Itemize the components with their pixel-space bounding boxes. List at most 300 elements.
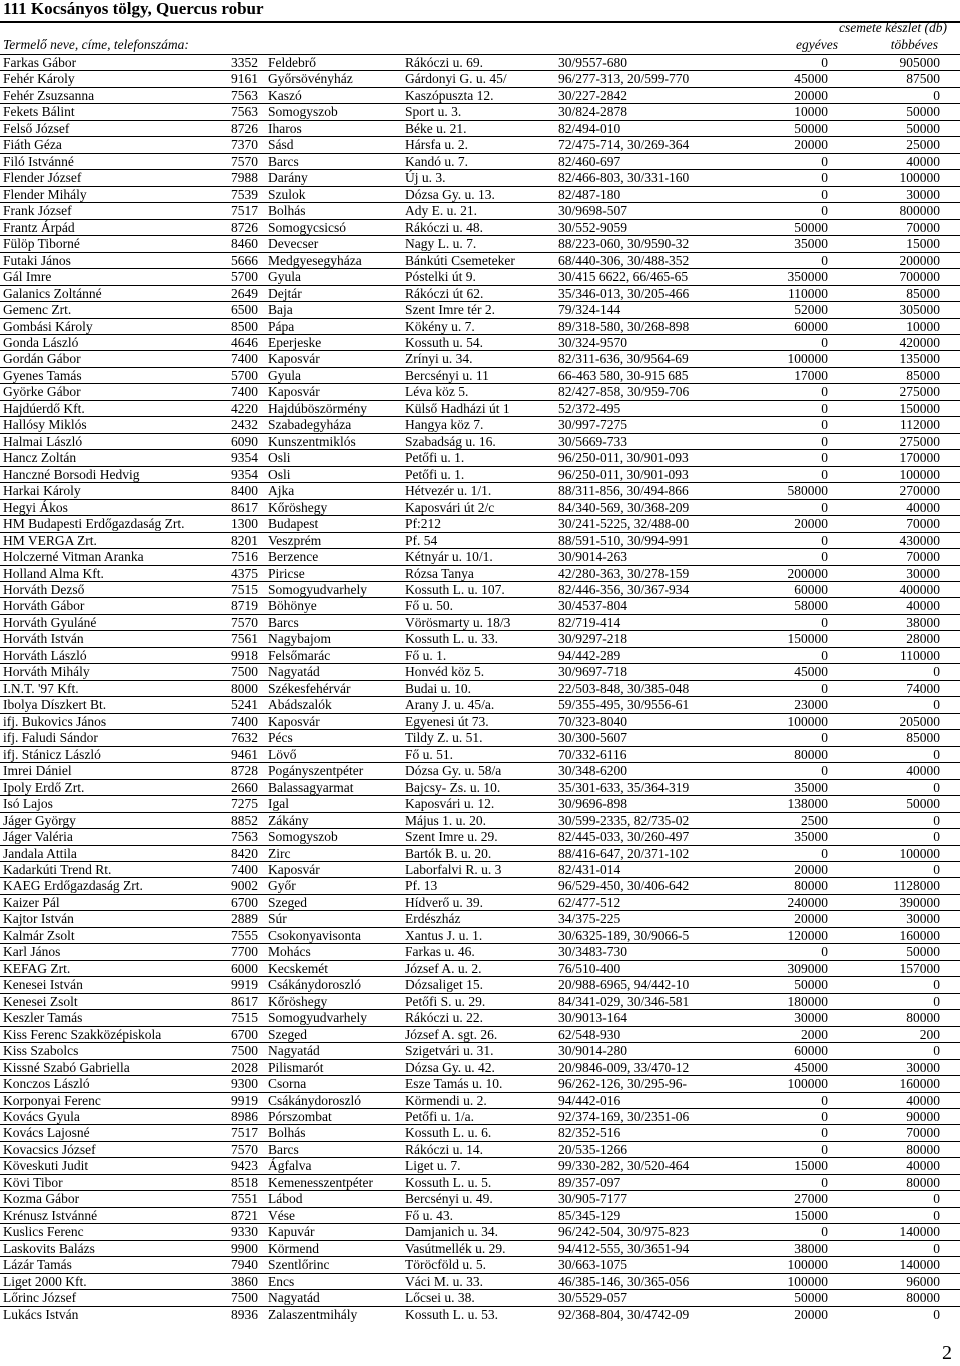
producer-name: Isó Lajos [3,796,53,812]
phone-number: 30/348-6200 [558,763,627,779]
street-address: Kandó u. 7. [405,153,468,169]
postal-code: 9002 [231,878,258,894]
postal-code: 5700 [231,367,258,383]
table-row [0,1010,960,1026]
phone-number: 94/412-555, 30/3651-94 [558,1240,690,1256]
postal-code: 7988 [231,170,258,186]
city: Darány [268,170,308,186]
city: Osli [268,466,291,482]
table-row [0,549,960,565]
multi-year-stock: 305000 [899,302,940,318]
one-year-stock: 60000 [794,1043,828,1059]
multi-year-stock: 80000 [906,1010,940,1026]
city: Veszprém [268,532,322,548]
city: Abádszalók [268,697,332,713]
producer-name: KAEG Erdőgazdaság Zrt. [3,878,143,894]
header-stock: csemete készlet (db) [839,20,947,35]
phone-number: 34/375-225 [558,911,621,927]
street-address: Bartók B. u. 20. [405,845,492,861]
city: Körmend [268,1240,319,1256]
one-year-stock: 100000 [787,1273,828,1289]
multi-year-stock: 0 [933,993,940,1009]
postal-code: 8518 [231,1174,258,1190]
city: Budapest [268,516,319,532]
postal-code: 1300 [231,516,258,532]
table-row [0,944,960,960]
postal-code: 8420 [231,845,258,861]
city: Kaszó [268,87,302,103]
producer-name: Kadarkúti Trend Rt. [3,861,112,877]
producer-name: Frank József [3,203,72,219]
street-address: Vasútmellék u. 29. [405,1240,506,1256]
multi-year-stock: 30000 [906,186,940,202]
street-address: Bercsényi u. 49. [405,1191,493,1207]
phone-number: 92/374-169, 30/2351-06 [558,1109,690,1124]
producer-name: Kenesei Zsolt [3,993,78,1009]
one-year-stock: 0 [821,763,828,779]
table-row [0,1175,960,1191]
phone-number: 30/9697-718 [558,664,627,680]
phone-number: 30/241-5225, 32/488-00 [558,516,690,532]
multi-year-stock: 0 [933,812,940,828]
postal-code: 7517 [231,203,258,219]
phone-number: 30/552-9059 [558,219,627,235]
table-row [0,566,960,582]
producer-name: Futaki János [3,252,71,268]
producer-name: Kenesei István [3,977,83,993]
phone-number: 35/346-013, 30/205-466 [558,285,690,301]
producer-name: Gordán Gábor [3,351,81,367]
postal-code: 8728 [231,763,258,779]
phone-number: 82/427-858, 30/959-706 [558,384,690,400]
table-row [0,846,960,862]
multi-year-stock: 50000 [906,944,940,960]
postal-code: 3860 [231,1273,258,1289]
table-row [0,434,960,450]
one-year-stock: 10000 [794,104,828,120]
postal-code: 7500 [231,664,258,680]
city: Berzence [268,549,319,565]
producer-name: Liget 2000 Kft. [3,1273,87,1289]
phone-number: 94/442-016 [558,1092,621,1108]
postal-code: 9300 [231,1076,258,1092]
street-address: Petőfi u. 1. [405,450,465,466]
producer-name: Flender József [3,170,82,186]
street-address: Egyenesi út 73. [405,713,489,729]
street-address: Kaposvári u. 12. [405,796,495,812]
street-address: Petőfi S. u. 29. [405,993,486,1009]
street-address: Körmendi u. 2. [405,1092,487,1108]
table-row [0,286,960,302]
multi-year-stock: 100000 [899,845,940,861]
table-row [0,895,960,911]
multi-year-stock: 0 [933,829,940,845]
city: Bolhás [268,203,306,219]
multi-year-stock: 0 [933,977,940,993]
one-year-stock: 58000 [794,598,828,614]
street-address: Léva köz 5. [405,384,469,400]
one-year-stock: 50000 [794,1290,828,1306]
phone-number: 96/529-450, 30/406-642 [558,878,690,894]
city: Somogyszob [268,104,338,120]
producer-name: ifj. Stánicz László [3,746,101,762]
postal-code: 9919 [231,1092,258,1108]
phone-number: 30/415 6622, 66/465-65 [558,269,689,285]
table-row [0,154,960,170]
multi-year-stock: 112000 [900,417,940,433]
one-year-stock: 0 [821,532,828,548]
producer-name: Gyenes Tamás [3,367,82,383]
street-address: Arany J. u. 45/a. [405,697,495,713]
multi-year-stock: 275000 [899,384,940,400]
one-year-stock: 50000 [794,219,828,235]
street-address: József A. sgt. 26. [405,1026,498,1042]
phone-number: 82/445-033, 30/260-497 [558,829,690,845]
multi-year-stock: 100000 [899,170,940,186]
table-row [0,582,960,598]
street-address: Nagy L. u. 7. [405,236,477,252]
postal-code: 8460 [231,236,258,252]
postal-code: 5241 [231,697,258,713]
street-address: Kökény u. 7. [405,318,475,334]
postal-code: 7400 [231,713,258,729]
city: Pogányszentpéter [268,763,364,779]
multi-year-stock: 390000 [899,894,940,910]
postal-code: 4375 [231,565,258,581]
multi-year-stock: 50000 [906,796,940,812]
phone-number: 82/311-636, 30/9564-69 [558,351,689,367]
one-year-stock: 35000 [794,779,828,795]
postal-code: 7515 [231,1010,258,1026]
producer-name: Kaizer Pál [3,894,60,910]
street-address: Xantus J. u. 1. [405,927,483,943]
postal-code: 9354 [231,450,258,466]
producer-name: Lázár Tamás [3,1257,72,1273]
one-year-stock: 0 [821,203,828,219]
table-row [0,351,960,367]
producer-name: Kajtor István [3,911,74,927]
city: Nagyatád [268,1290,320,1306]
street-address: Rákóczi u. 69. [405,55,483,70]
city: Kaposvár [268,384,320,400]
street-address: Tildy Z. u. 51. [405,730,483,746]
table-row [0,253,960,269]
multi-year-stock: 40000 [906,598,940,614]
one-year-stock: 0 [821,944,828,960]
phone-number: 82/446-356, 30/367-934 [558,582,690,597]
table-row [0,302,960,318]
phone-number: 72/475-714, 30/269-364 [558,137,690,153]
multi-year-stock: 0 [933,697,940,713]
city: Szentlőrinc [268,1257,330,1273]
phone-number: 82/719-414 [558,614,621,630]
postal-code: 4646 [231,334,258,350]
postal-code: 2660 [231,779,258,795]
postal-code: 7570 [231,1141,258,1157]
table-row [0,1191,960,1207]
postal-code: 7940 [231,1257,258,1273]
table-row [0,516,960,532]
street-address: Töröcföld u. 5. [405,1257,486,1273]
postal-code: 8617 [231,993,258,1009]
producer-name: Horváth István [3,631,84,647]
city: Pécs [268,730,293,746]
multi-year-stock: 38000 [906,614,940,630]
street-address: Hársfa u. 2. [405,137,468,153]
multi-year-stock: 400000 [899,582,940,597]
one-year-stock: 110000 [788,285,828,301]
street-address: Zrínyi u. 34. [405,351,473,367]
one-year-stock: 0 [821,400,828,416]
street-address: Fő u. 50. [405,598,454,614]
producer-name: Galanics Zoltánné [3,285,102,301]
producer-name: Horváth Gábor [3,598,85,614]
one-year-stock: 0 [821,1125,828,1141]
phone-number: 82/352-516 [558,1125,621,1141]
city: Csokonyavisonta [268,927,361,943]
city: Nagyatád [268,1043,320,1059]
postal-code: 8400 [231,483,258,499]
city: Medgyesegyháza [268,252,362,268]
multi-year-stock: 85000 [906,730,940,746]
producer-name: Gál Imre [3,269,52,285]
table-row [0,994,960,1010]
postal-code: 9423 [231,1158,258,1174]
producer-name: Fiáth Géza [3,137,62,153]
city: Piricse [268,565,305,581]
phone-number: 52/372-495 [558,400,621,416]
postal-code: 9330 [231,1224,258,1240]
one-year-stock: 30000 [794,1010,828,1026]
postal-code: 6700 [231,894,258,910]
table-row [0,71,960,87]
producer-name: ifj. Faludi Sándor [3,730,98,746]
postal-code: 9918 [231,647,258,663]
phone-number: 30/227-2842 [558,87,627,103]
producer-name: Gemenc Zrt. [3,302,72,318]
producer-name: Hanczné Borsodi Hedvig [3,466,140,482]
postal-code: 7563 [231,829,258,845]
table-row [0,862,960,878]
city: Gyula [268,367,301,383]
city: Győrsövényház [268,71,353,87]
one-year-stock: 60000 [794,318,828,334]
table-row [0,500,960,516]
phone-number: 88/223-060, 30/9590-32 [558,236,690,252]
multi-year-stock: 135000 [899,351,940,367]
street-address: Külső Hadházi út 1 [405,400,510,416]
phone-number: 30/9014-280 [558,1043,627,1059]
producer-name: ifj. Bukovics János [3,713,107,729]
postal-code: 7516 [231,549,258,565]
city: Vése [268,1207,295,1223]
postal-code: 7515 [231,582,258,597]
street-address: Fő u. 43. [405,1207,454,1223]
producer-name: Kalmár Zsolt [3,927,75,943]
street-address: Petőfi u. 1. [405,466,465,482]
city: Barcs [268,153,299,169]
producer-name: Györke Gábor [3,384,81,400]
producer-name: Flender Mihály [3,186,87,202]
one-year-stock: 100000 [787,351,828,367]
city: Somogyudvarhely [268,1010,367,1026]
one-year-stock: 80000 [794,878,828,894]
table-row [0,747,960,763]
street-address: Bajcsy- Zs. u. 10. [405,779,501,795]
street-address: Bánkúti Csemeteker [405,252,515,268]
table-row [0,796,960,812]
street-address: Lőcsei u. 38. [405,1290,475,1306]
one-year-stock: 50000 [794,977,828,993]
phone-number: 96/242-504, 30/975-823 [558,1224,690,1240]
postal-code: 2028 [231,1059,258,1075]
table-row [0,977,960,993]
multi-year-stock: 10000 [906,318,940,334]
street-address: Kossuth u. 54. [405,334,484,350]
city: Iharos [268,120,302,136]
city: Kőröshegy [268,499,328,515]
city: Balassagyarmat [268,779,354,795]
phone-number: 70/332-6116 [558,746,627,762]
one-year-stock: 15000 [794,1207,828,1223]
city: Szeged [268,1026,307,1042]
postal-code: 8852 [231,812,258,828]
postal-code: 3352 [231,55,258,70]
table-row [0,730,960,746]
producer-name: KEFAG Zrt. [3,960,71,976]
table-row [0,1109,960,1125]
street-address: Gárdonyi G. u. 45/ [405,71,507,87]
table-row [0,368,960,384]
city: Nagybajom [268,631,331,647]
multi-year-stock: 30000 [906,911,940,927]
producer-name: Kozma Gábor [3,1191,80,1207]
postal-code: 7500 [231,1043,258,1059]
table-row [0,1158,960,1174]
table-row [0,401,960,417]
one-year-stock: 0 [821,334,828,350]
postal-code: 6000 [231,960,258,976]
postal-code: 7561 [231,631,258,647]
producer-name: Holczerné Vitman Aranka [3,549,144,565]
city: Győr [268,878,296,894]
street-address: Kossuth L. u. 33. [405,631,499,647]
table-row [0,1241,960,1257]
producer-name: Gombási Károly [3,318,93,334]
producer-name: Ibolya Díszkert Bt. [3,697,107,713]
producer-name: Fekets Bálint [3,104,75,120]
one-year-stock: 0 [821,680,828,696]
phone-number: 62/477-512 [558,894,621,910]
producer-name: Kövi Tibor [3,1174,63,1190]
city: Zirc [268,845,291,861]
street-address: Sport u. 3. [405,104,462,120]
table-row [0,137,960,153]
producer-name: Kovács Lajosné [3,1125,90,1141]
one-year-stock: 0 [821,466,828,482]
phone-number: 30/663-1075 [558,1257,627,1273]
producer-name: Frantz Árpád [3,219,75,235]
multi-year-stock: 0 [933,1240,940,1256]
producer-name: Jandala Attila [3,845,77,861]
one-year-stock: 580000 [787,483,828,499]
table-row [0,1125,960,1141]
street-address: Budai u. 10. [405,680,471,696]
phone-number: 30/5529-057 [558,1290,627,1306]
phone-number: 30/5669-733 [558,433,627,449]
table-row [0,236,960,252]
street-address: Póstelki út 9. [405,269,476,285]
multi-year-stock: 80000 [906,1290,940,1306]
one-year-stock: 0 [821,417,828,433]
one-year-stock: 15000 [794,1158,828,1174]
multi-year-stock: 905000 [899,55,940,70]
multi-year-stock: 200 [919,1026,940,1042]
one-year-stock: 200000 [787,565,828,581]
phone-number: 30/997-7275 [558,417,627,433]
producer-name: Halmai László [3,433,83,449]
one-year-stock: 60000 [794,582,828,597]
one-year-stock: 0 [821,647,828,663]
phone-number: 30/324-9570 [558,334,627,350]
postal-code: 8726 [231,219,258,235]
phone-number: 82/466-803, 30/331-160 [558,170,690,186]
producer-name: Karl János [3,944,61,960]
producer-name: Konczos László [3,1076,90,1092]
table-row [0,203,960,219]
postal-code: 7517 [231,1125,258,1141]
street-address: Farkas u. 46. [405,944,475,960]
multi-year-stock: 140000 [899,1224,940,1240]
phone-number: 84/340-569, 30/368-209 [558,499,690,515]
one-year-stock: 45000 [794,1059,828,1075]
street-address: Szent Imre u. 29. [405,829,498,845]
table-row [0,269,960,285]
city: Devecser [268,236,319,252]
phone-number: 99/330-282, 30/520-464 [558,1158,690,1174]
city: Kemenesszentpéter [268,1174,373,1190]
city: Feldebrő [268,55,316,70]
one-year-stock: 0 [821,1092,828,1108]
street-address: Pf. 13 [405,878,438,894]
postal-code: 7400 [231,384,258,400]
multi-year-stock: 0 [933,1306,940,1322]
multi-year-stock: 30000 [906,565,940,581]
phone-number: 94/442-289 [558,647,621,663]
street-address: Szigetvári u. 31. [405,1043,494,1059]
multi-year-stock: 50000 [906,120,940,136]
postal-code: 6090 [231,433,258,449]
multi-year-stock: 700000 [899,269,940,285]
phone-number: 30/4537-804 [558,598,627,614]
city: Felsőmarác [268,647,331,663]
phone-number: 30/300-5607 [558,730,627,746]
phone-number: 30/9297-218 [558,631,627,647]
city: Nagyatád [268,664,320,680]
table-row [0,467,960,483]
table-row [0,1043,960,1059]
multi-year-stock: 74000 [906,680,940,696]
city: Pórszombat [268,1109,332,1124]
city: Kaposvár [268,861,320,877]
table-row [0,55,960,71]
table-row [0,763,960,779]
city: Igal [268,796,289,812]
city: Kaposvár [268,351,320,367]
producer-name: Köveskuti Judit [3,1158,89,1174]
producer-name: Korponyai Ferenc [3,1092,101,1108]
table-row [0,780,960,796]
